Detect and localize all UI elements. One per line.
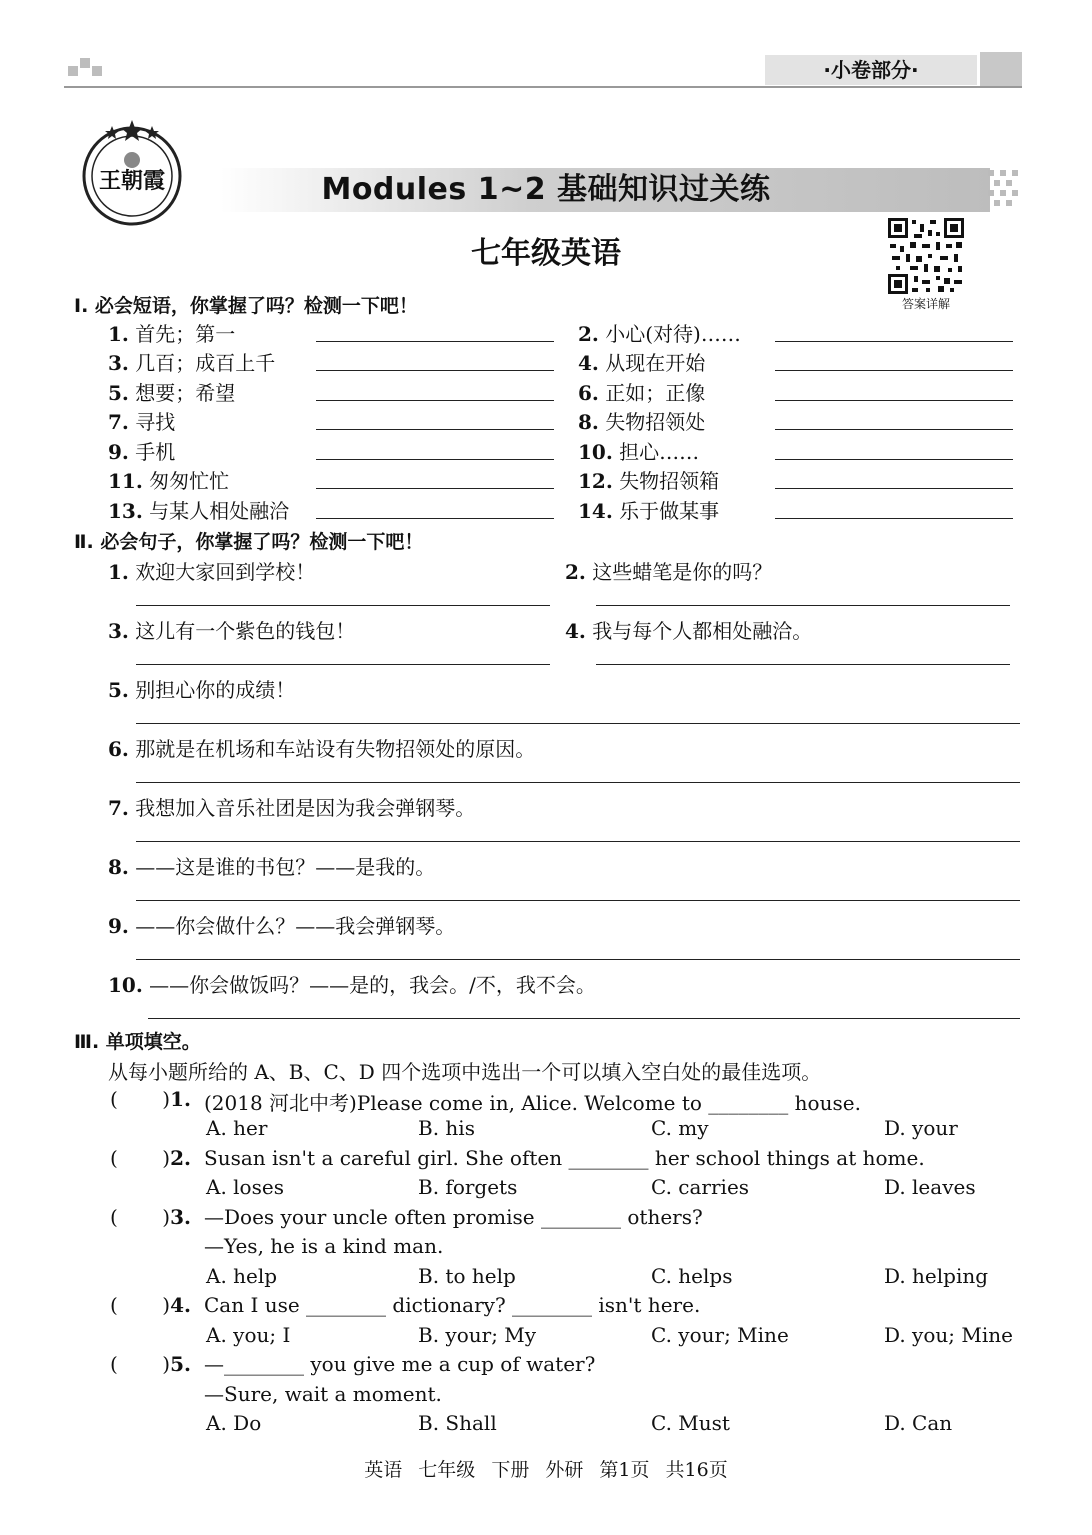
answer-line[interactable] bbox=[136, 900, 1020, 901]
answer-bracket[interactable]: ( )1. bbox=[110, 1087, 191, 1111]
option-c[interactable]: C. carries bbox=[651, 1175, 750, 1199]
phrase-item: 8. 失物招领处 bbox=[578, 410, 706, 434]
answer-line[interactable] bbox=[316, 400, 554, 401]
phrase-item: 4. 从现在开始 bbox=[578, 351, 706, 375]
sentence-item: 6. 那就是在机场和车站设有失物招领处的原因。 bbox=[108, 737, 536, 761]
option-a[interactable]: A. you; I bbox=[206, 1323, 291, 1347]
option-b[interactable]: B. to help bbox=[418, 1264, 516, 1288]
answer-bracket[interactable]: ( )3. bbox=[110, 1205, 191, 1229]
answer-bracket[interactable]: ( )2. bbox=[110, 1146, 191, 1170]
phrase-item: 3. 几百；成百上千 bbox=[108, 351, 276, 375]
answer-line[interactable] bbox=[148, 1018, 1020, 1019]
sentence-item: 10. ——你会做饭吗？——是的，我会。/不，我不会。 bbox=[108, 973, 596, 997]
phrase-item: 10. 担心…… bbox=[578, 440, 700, 464]
answer-line[interactable] bbox=[136, 723, 1020, 724]
section3-instruction: 从每小题所给的 A、B、C、D 四个选项中选出一个可以填入空白处的最佳选项。 bbox=[108, 1060, 822, 1084]
phrase-item: 6. 正如；正像 bbox=[578, 381, 706, 405]
answer-line[interactable] bbox=[775, 341, 1013, 342]
answer-line[interactable] bbox=[596, 664, 1010, 665]
option-d[interactable]: D. leaves bbox=[884, 1175, 976, 1199]
option-b[interactable]: B. your; My bbox=[418, 1323, 537, 1347]
option-b[interactable]: B. forgets bbox=[418, 1175, 518, 1199]
page-title: Modules 1~2 基础知识过关练 bbox=[321, 172, 771, 207]
answer-line[interactable] bbox=[136, 841, 1020, 842]
page-subtitle: 七年级英语 bbox=[471, 236, 621, 271]
answer-line[interactable] bbox=[775, 429, 1013, 430]
option-c[interactable]: C. helps bbox=[651, 1264, 733, 1288]
section2-heading: Ⅱ. 必会句子，你掌握了吗？检测一下吧！ bbox=[74, 531, 424, 553]
decor-square bbox=[68, 66, 78, 76]
option-a[interactable]: A. her bbox=[206, 1116, 268, 1140]
logo-text: 王朝霞 bbox=[98, 168, 166, 194]
page-footer: 英语 七年级 下册 外研 第1页 共16页 bbox=[364, 1459, 728, 1481]
question-stem: —________ you give me a cup of water? bbox=[204, 1352, 596, 1376]
tag-block bbox=[980, 52, 1022, 86]
qr-label: 答案详解 bbox=[901, 297, 950, 311]
answer-line[interactable] bbox=[775, 459, 1013, 460]
sentence-item: 2. 这些蜡笔是你的吗？ bbox=[565, 560, 773, 584]
question-stem: Susan isn't a careful girl. She often ________ her school things at home. bbox=[204, 1146, 925, 1170]
phrase-item: 7. 寻找 bbox=[108, 410, 176, 434]
section1-heading: Ⅰ. 必会短语，你掌握了吗？检测一下吧！ bbox=[74, 295, 418, 317]
option-d[interactable]: D. your bbox=[884, 1116, 958, 1140]
answer-line[interactable] bbox=[136, 959, 1020, 960]
sentence-item: 8. ——这是谁的书包？——是我的。 bbox=[108, 855, 436, 879]
question-stem: (2018 河北中考)Please come in, Alice. Welcome to ________ house. bbox=[204, 1091, 861, 1115]
answer-line[interactable] bbox=[316, 370, 554, 371]
option-c[interactable]: C. my bbox=[651, 1116, 709, 1140]
section3-heading: Ⅲ. 单项填空。 bbox=[74, 1031, 201, 1053]
question-stem: —Does your uncle often promise ________ others? bbox=[204, 1205, 703, 1229]
phrase-item: 11. 匆匆忙忙 bbox=[108, 469, 230, 493]
option-d[interactable]: D. helping bbox=[884, 1264, 989, 1288]
sentence-item: 4. 我与每个人都相处融洽。 bbox=[565, 619, 813, 643]
answer-line[interactable] bbox=[316, 341, 554, 342]
answer-line[interactable] bbox=[136, 782, 1020, 783]
answer-bracket[interactable]: ( )5. bbox=[110, 1352, 191, 1376]
phrase-item: 14. 乐于做某事 bbox=[578, 499, 720, 523]
answer-line[interactable] bbox=[775, 488, 1013, 489]
answer-line[interactable] bbox=[316, 459, 554, 460]
phrase-item: 9. 手机 bbox=[108, 440, 176, 464]
answer-line[interactable] bbox=[775, 518, 1013, 519]
phrase-item: 12. 失物招领箱 bbox=[578, 469, 720, 493]
question-stem: Can I use ________ dictionary? ________ isn't here. bbox=[204, 1293, 701, 1317]
sentence-item: 1. 欢迎大家回到学校！ bbox=[108, 560, 316, 584]
answer-line[interactable] bbox=[316, 488, 554, 489]
option-a[interactable]: A. help bbox=[206, 1264, 278, 1288]
header-rule bbox=[64, 86, 1022, 88]
option-b[interactable]: B. Shall bbox=[418, 1411, 497, 1435]
phrase-item: 1. 首先；第一 bbox=[108, 322, 236, 346]
answer-line[interactable] bbox=[775, 400, 1013, 401]
option-a[interactable]: A. Do bbox=[206, 1411, 262, 1435]
option-d[interactable]: D. Can bbox=[884, 1411, 953, 1435]
phrase-item: 2. 小心(对待)…… bbox=[578, 322, 741, 346]
answer-line[interactable] bbox=[316, 518, 554, 519]
option-b[interactable]: B. his bbox=[418, 1116, 475, 1140]
answer-line[interactable] bbox=[136, 664, 550, 665]
sentence-item: 5. 别担心你的成绩！ bbox=[108, 678, 296, 702]
answer-line[interactable] bbox=[775, 370, 1013, 371]
sentence-item: 7. 我想加入音乐社团是因为我会弹钢琴。 bbox=[108, 796, 476, 820]
question-stem: —Sure, wait a moment. bbox=[204, 1382, 442, 1406]
option-d[interactable]: D. you; Mine bbox=[884, 1323, 1013, 1347]
option-c[interactable]: C. Must bbox=[651, 1411, 730, 1435]
section-tag: ·小卷部分· bbox=[765, 55, 977, 85]
decor-square bbox=[80, 58, 90, 68]
option-c[interactable]: C. your; Mine bbox=[651, 1323, 789, 1347]
answer-bracket[interactable]: ( )4. bbox=[110, 1293, 191, 1317]
sentence-item: 9. ——你会做什么？——我会弹钢琴。 bbox=[108, 914, 456, 938]
phrase-item: 5. 想要；希望 bbox=[108, 381, 236, 405]
option-a[interactable]: A. loses bbox=[206, 1175, 284, 1199]
phrase-item: 13. 与某人相处融洽 bbox=[108, 499, 290, 523]
qr-code[interactable] bbox=[888, 218, 964, 294]
sentence-item: 3. 这儿有一个紫色的钱包！ bbox=[108, 619, 356, 643]
question-stem: —Yes, he is a kind man. bbox=[204, 1234, 444, 1258]
decor-square bbox=[92, 66, 102, 76]
answer-line[interactable] bbox=[136, 605, 550, 606]
answer-line[interactable] bbox=[596, 605, 1010, 606]
answer-line[interactable] bbox=[316, 429, 554, 430]
